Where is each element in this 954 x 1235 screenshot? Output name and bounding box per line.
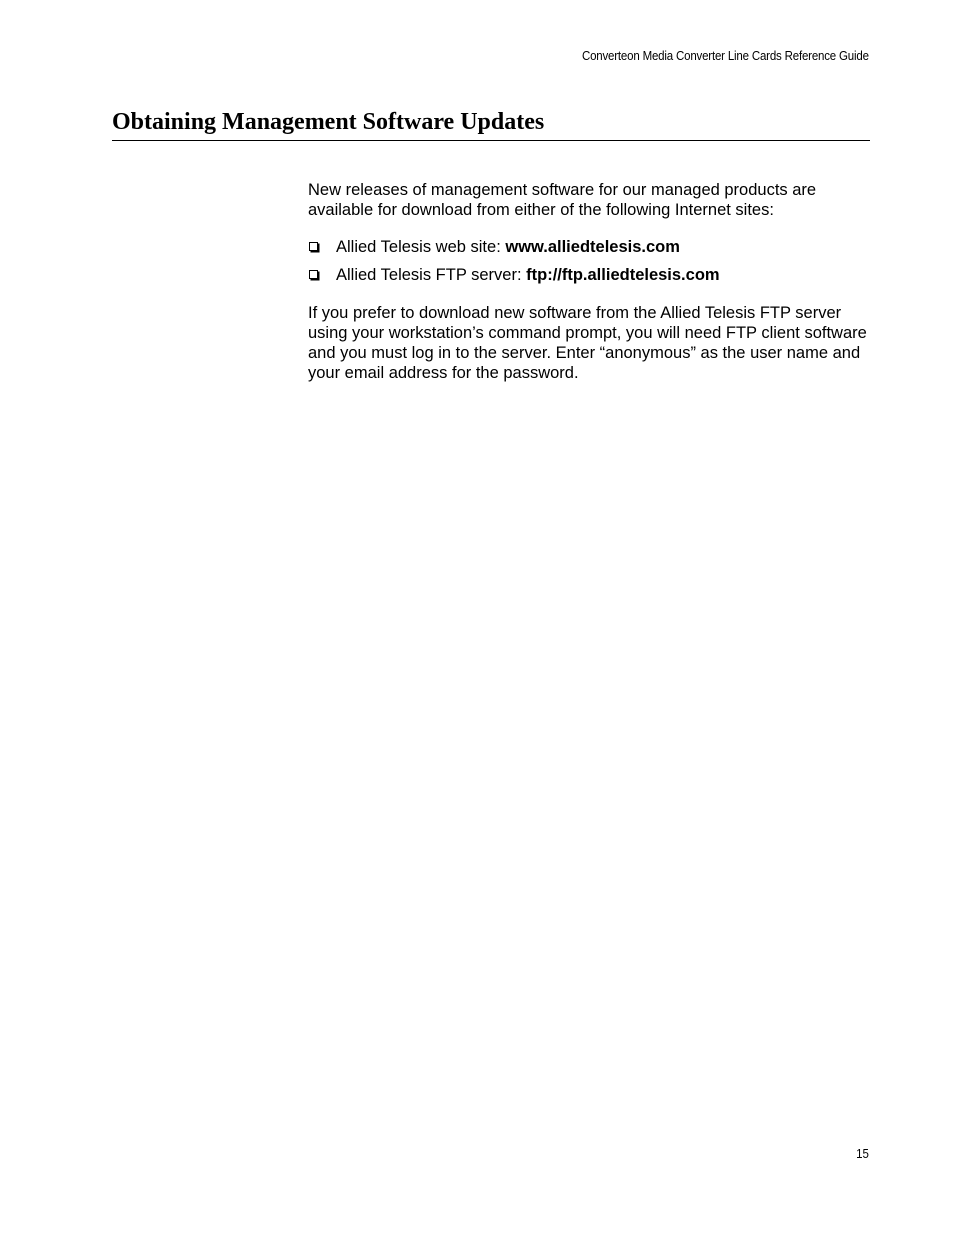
list-item-web-site xyxy=(308,237,878,257)
outro-paragraph: If you prefer to download new software from the Allied Telesis FTP server using your workstation’s command prompt, you will need FTP client software and you must log in to the server. Enter “anonymous” as the user name and your email address for the password. xyxy=(308,304,867,382)
intro-paragraph: New releases of management software for our managed products are available for download from either of the following Internet sites: xyxy=(308,181,817,219)
list-item-ftp-server xyxy=(308,265,878,285)
checkbox-square-icon xyxy=(309,270,318,279)
page-number: 15 xyxy=(856,1147,869,1161)
checkbox-square-icon xyxy=(309,242,318,251)
section-title: Obtaining Management Software Updates xyxy=(112,109,545,135)
web-site-link[interactable]: www.alliedtelesis.com xyxy=(505,238,680,256)
ftp-server-link[interactable]: ftp://ftp.alliedtelesis.com xyxy=(526,266,720,284)
title-rule xyxy=(112,140,870,141)
site-list xyxy=(308,237,878,293)
running-header: Converteon Media Converter Line Cards Reference Guide xyxy=(582,49,869,63)
list-item-label: Allied Telesis FTP server: xyxy=(336,266,527,284)
list-item-label: Allied Telesis web site: xyxy=(336,238,506,256)
